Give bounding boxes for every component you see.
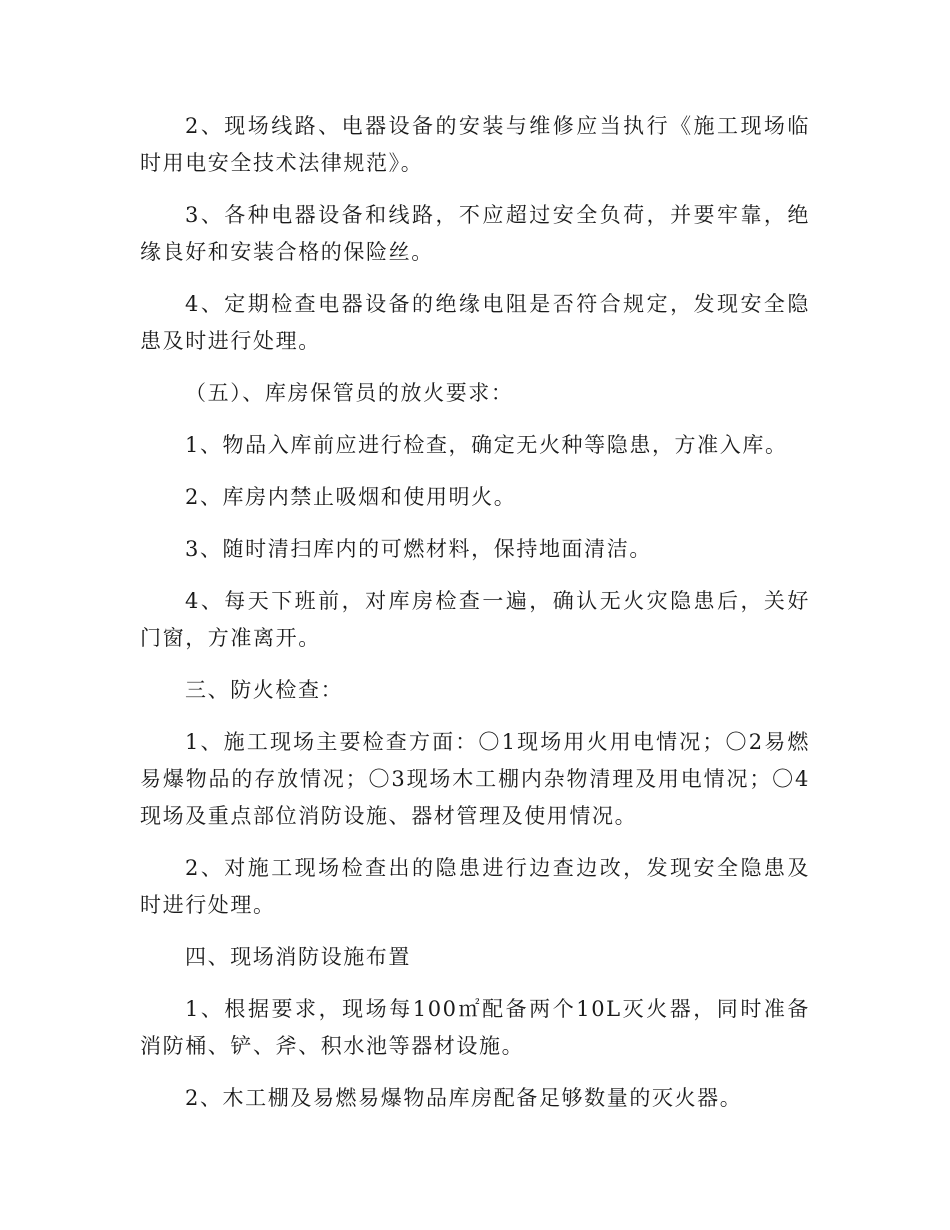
paragraph: 2、库房内禁止吸烟和使用明火。 — [185, 485, 517, 509]
paragraph: 2、现场线路、电器设备的安装与维修应当执行《施工现场临时用电安全技术法律规范》。 — [140, 114, 810, 175]
document-body — [140, 108, 810, 1132]
section-heading: 四、现场消防设施布置 — [185, 945, 411, 969]
section-heading: （五）、库房保管员的放火要求： — [185, 381, 514, 405]
paragraph: 1、物品入库前应进行检查，确定无火种等隐患，方准入库。 — [185, 433, 788, 457]
paragraph: 3、随时清扫库内的可燃材料，保持地面清洁。 — [185, 537, 652, 561]
paragraph: 2、对施工现场检查出的隐患进行边查边改，发现安全隐患及时进行处理。 — [140, 856, 810, 917]
paragraph: 4、每天下班前，对库房检查一遍，确认无火灾隐患后，关好门窗，方准离开。 — [140, 589, 810, 650]
paragraph: 3、各种电器设备和线路，不应超过安全负荷，并要牢靠，绝缘良好和安装合格的保险丝。 — [140, 203, 810, 264]
paragraph: 1、施工现场主要检查方面：〇1现场用火用电情况；〇2易燃易爆物品的存放情况；〇3现场木工棚内杂物清理及用电情况；〇4现场及重点部位消防设施、器材管理及使用情况。 — [140, 730, 810, 828]
paragraph: 2、木工棚及易燃易爆物品库房配备足够数量的灭火器。 — [185, 1086, 743, 1110]
paragraph: 4、定期检查电器设备的绝缘电阻是否符合规定，发现安全隐患及时进行处理。 — [140, 292, 810, 353]
section-heading: 三、防火检查： — [185, 678, 344, 702]
paragraph: 1、根据要求，现场每100㎡配备两个10L灭火器，同时准备消防桶、铲、斧、积水池等器材设施。 — [140, 997, 810, 1058]
